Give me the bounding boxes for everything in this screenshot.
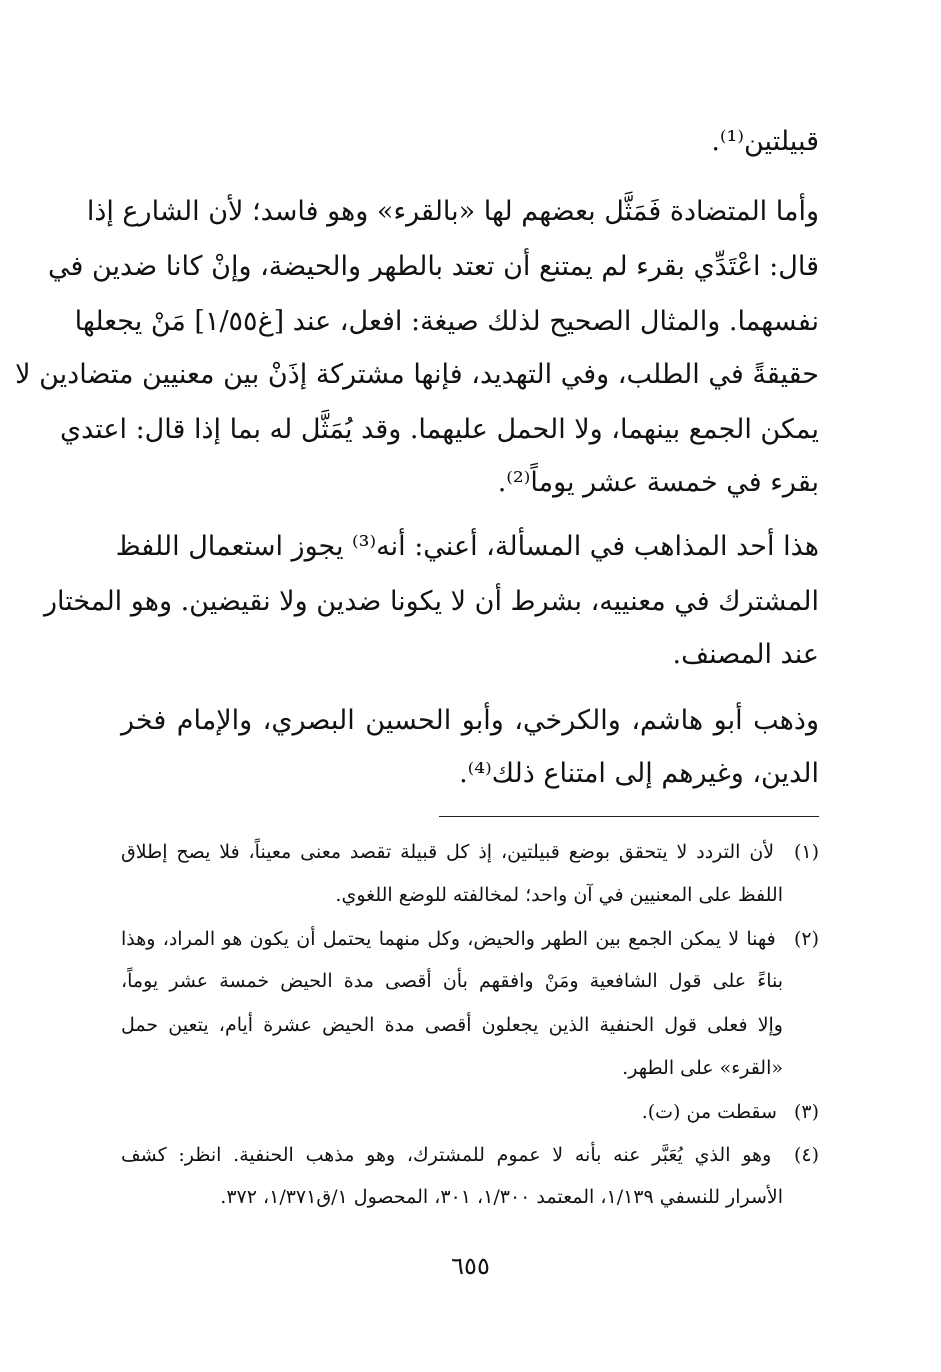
body-line: عند المصنف. <box>672 639 819 670</box>
footnote-line: وإلا فعلى قول الحنفية الذين يجعلون أقصى مدة الحيض عشرة أيام، يتعين حمل <box>121 1014 783 1036</box>
footnote-text: وهو الذي يُعَبَّر عنه بأنه لا عموم للمشترك، وهو مذهب الحنفية. انظر: كشف <box>121 1144 772 1166</box>
footnote-1 <box>121 837 819 867</box>
body-line: هذا أحد المذاهب في المسألة، أعني: أنه⁽³⁾ يجوز استعمال اللفظ <box>115 531 819 562</box>
page-number: ٦٥٥ <box>451 1252 490 1280</box>
footnote-number: (٢) <box>793 928 819 950</box>
footnote-2 <box>121 924 819 954</box>
footnote-line: الأسرار للنسفي ١/١٣٩، المعتمد ١/٣٠٠، ٣٠١، المحصول ١/ق١/٣٧١، ٣٧٢. <box>220 1186 783 1208</box>
footnote-4 <box>121 1140 819 1170</box>
body-line: بقرء في خمسة عشر يوماً⁽²⁾. <box>497 467 819 498</box>
footnote-line: «القرء» على الطهر. <box>622 1057 783 1079</box>
body-line: الدين، وغيرهم إلى امتناع ذلك⁽⁴⁾. <box>459 758 819 789</box>
body-line: المشترك في معنييه، بشرط أن لا يكونا ضدين ولا نقيضين. وهو المختار <box>44 586 819 617</box>
footnote-line: اللفظ على المعنيين في آن واحد؛ لمخالفته للوضع اللغوي. <box>335 884 783 906</box>
body-line: قال: اعْتَدِّي بقرء لم يمتنع أن تعتد بالطهر والحيضة، وإنْ كانا ضدين في <box>47 251 819 282</box>
body-line: يمكن الجمع بينهما، ولا الحمل عليهما. وقد يُمَثَّل له بما إذا قال: اعتدي <box>59 414 819 445</box>
body-line: حقيقةً في الطلب، وفي التهديد، فإنها مشتركة إذَنْ بين معنيين متضادين لا <box>15 359 819 390</box>
footnote-line: بناءً على قول الشافعية ومَنْ وافقهم بأن أقصى مدة الحيض خمسة عشر يوماً، <box>121 970 783 992</box>
footnote-text: فهنا لا يمكن الجمع بين الطهر والحيض، وكل منهما يحتمل أن يكون هو المراد، وهذا <box>121 928 776 950</box>
footnote-number: (٤) <box>793 1144 819 1166</box>
body-line: وذهب أبو هاشم، والكرخي، وأبو الحسين البصري، والإمام فخر <box>121 705 819 736</box>
footnote-number: (١) <box>793 841 819 863</box>
body-line: قبيلتين⁽¹⁾. <box>711 126 819 157</box>
footnote-separator <box>439 816 819 817</box>
body-line: نفسهما. والمثال الصحيح لذلك صيغة: افعل، عند [غ١/٥٥] مَنْ يجعلها <box>74 306 819 337</box>
footnote-3 <box>121 1097 819 1127</box>
footnote-text: سقطت من (ت). <box>641 1101 777 1123</box>
footnote-number: (٣) <box>793 1101 819 1123</box>
footnote-text: لأن التردد لا يتحقق بوضع قبيلتين، إذ كل قبيلة تقصد معنى معيناً، فلا يصح إطلاق <box>121 841 775 863</box>
body-line: وأما المتضادة فَمَثَّل بعضهم لها «بالقرء» وهو فاسد؛ لأن الشارع إذا <box>86 196 819 227</box>
